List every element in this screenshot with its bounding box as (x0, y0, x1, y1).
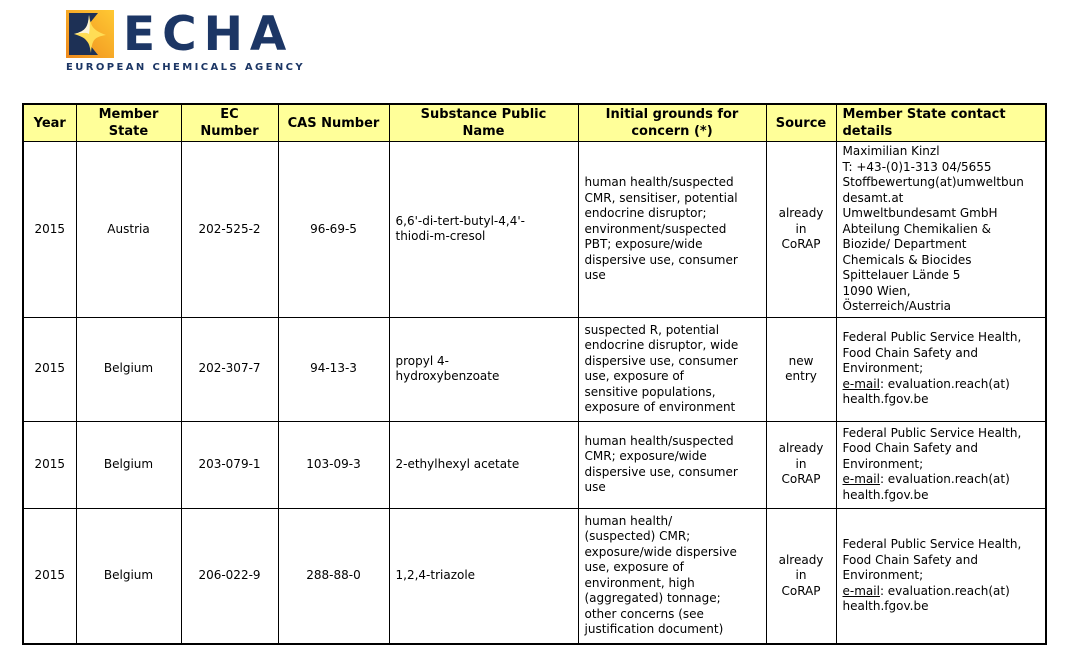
cell-contact: Federal Public Service Health, Food Chain Safety and Environment; e-mail: evaluation.reach(at) health.fgov.be (836, 421, 1046, 508)
echa-subtitle: EUROPEAN CHEMICALS AGENCY (66, 62, 305, 73)
cell-contact: Maximilian Kinzl T: +43-(0)1-313 04/5655 Stoffbewertung(at)umweltbun desamt.at Umweltbundesamt GmbH Abteilung Chemikalien & Biozide/ Department Chemicals & Biocides Spittelauer Lände 5 1090 Wien, Österreich/Austria (836, 142, 1046, 318)
cell-year: 2015 (23, 317, 76, 421)
column-header-substance: Substance Public Name (389, 104, 578, 142)
cell-cas-number: 103-09-3 (278, 421, 389, 508)
cell-ec-number: 202-525-2 (181, 142, 278, 318)
table-header-row (23, 104, 1046, 142)
substances-table (22, 103, 1047, 645)
cell-ec-number: 203-079-1 (181, 421, 278, 508)
cell-contact: Federal Public Service Health, Food Chain Safety and Environment; e-mail: evaluation.reach(at) health.fgov.be (836, 508, 1046, 644)
cell-source: already in CoRAP (766, 142, 836, 318)
cell-ec-number: 206-022-9 (181, 508, 278, 644)
cell-cas-number: 96-69-5 (278, 142, 389, 318)
column-header-grounds: Initial grounds for concern (*) (578, 104, 766, 142)
cell-source: already in CoRAP (766, 421, 836, 508)
substance-row (23, 421, 1046, 508)
cell-cas-number: 94-13-3 (278, 317, 389, 421)
substance-row (23, 317, 1046, 421)
cell-grounds: human health/suspected CMR, sensitiser, potential endocrine disruptor; environment/suspected PBT; exposure/wide dispersive use, consumer use (578, 142, 766, 318)
cell-substance: 6,6'-di-tert-butyl-4,4'- thiodi-m-cresol (389, 142, 578, 318)
cell-contact: Federal Public Service Health, Food Chain Safety and Environment; e-mail: evaluation.reach(at) health.fgov.be (836, 317, 1046, 421)
cell-grounds: suspected R, potential endocrine disruptor, wide dispersive use, consumer use, exposure of sensitive populations, exposure of environment (578, 317, 766, 421)
column-header-member-state: Member State (76, 104, 181, 142)
cell-substance: 1,2,4-triazole (389, 508, 578, 644)
column-header-year: Year (23, 104, 76, 142)
cell-year: 2015 (23, 142, 76, 318)
cell-year: 2015 (23, 508, 76, 644)
column-header-source: Source (766, 104, 836, 142)
cell-cas-number: 288-88-0 (278, 508, 389, 644)
cell-member-state: Belgium (76, 508, 181, 644)
substance-row (23, 142, 1046, 318)
cell-year: 2015 (23, 421, 76, 508)
cell-substance: 2-ethylhexyl acetate (389, 421, 578, 508)
cell-member-state: Belgium (76, 421, 181, 508)
cell-ec-number: 202-307-7 (181, 317, 278, 421)
echa-logo-row (66, 7, 305, 62)
cell-source: already in CoRAP (766, 508, 836, 644)
cell-grounds: human health/ (suspected) CMR; exposure/wide dispersive use, exposure of environment, high (aggregated) tonnage; other concerns (see justification document) (578, 508, 766, 644)
echa-logo (66, 7, 305, 73)
cell-substance: propyl 4- hydroxybenzoate (389, 317, 578, 421)
column-header-ec-number: EC Number (181, 104, 278, 142)
substance-row (23, 508, 1046, 644)
cell-member-state: Austria (76, 142, 181, 318)
cell-source: new entry (766, 317, 836, 421)
echa-logo-icon (66, 10, 114, 58)
column-header-cas-number: CAS Number (278, 104, 389, 142)
cell-grounds: human health/suspected CMR; exposure/wide dispersive use, consumer use (578, 421, 766, 508)
echa-wordmark: ECHA (123, 7, 294, 62)
column-header-contact: Member State contact details (836, 104, 1046, 142)
cell-member-state: Belgium (76, 317, 181, 421)
